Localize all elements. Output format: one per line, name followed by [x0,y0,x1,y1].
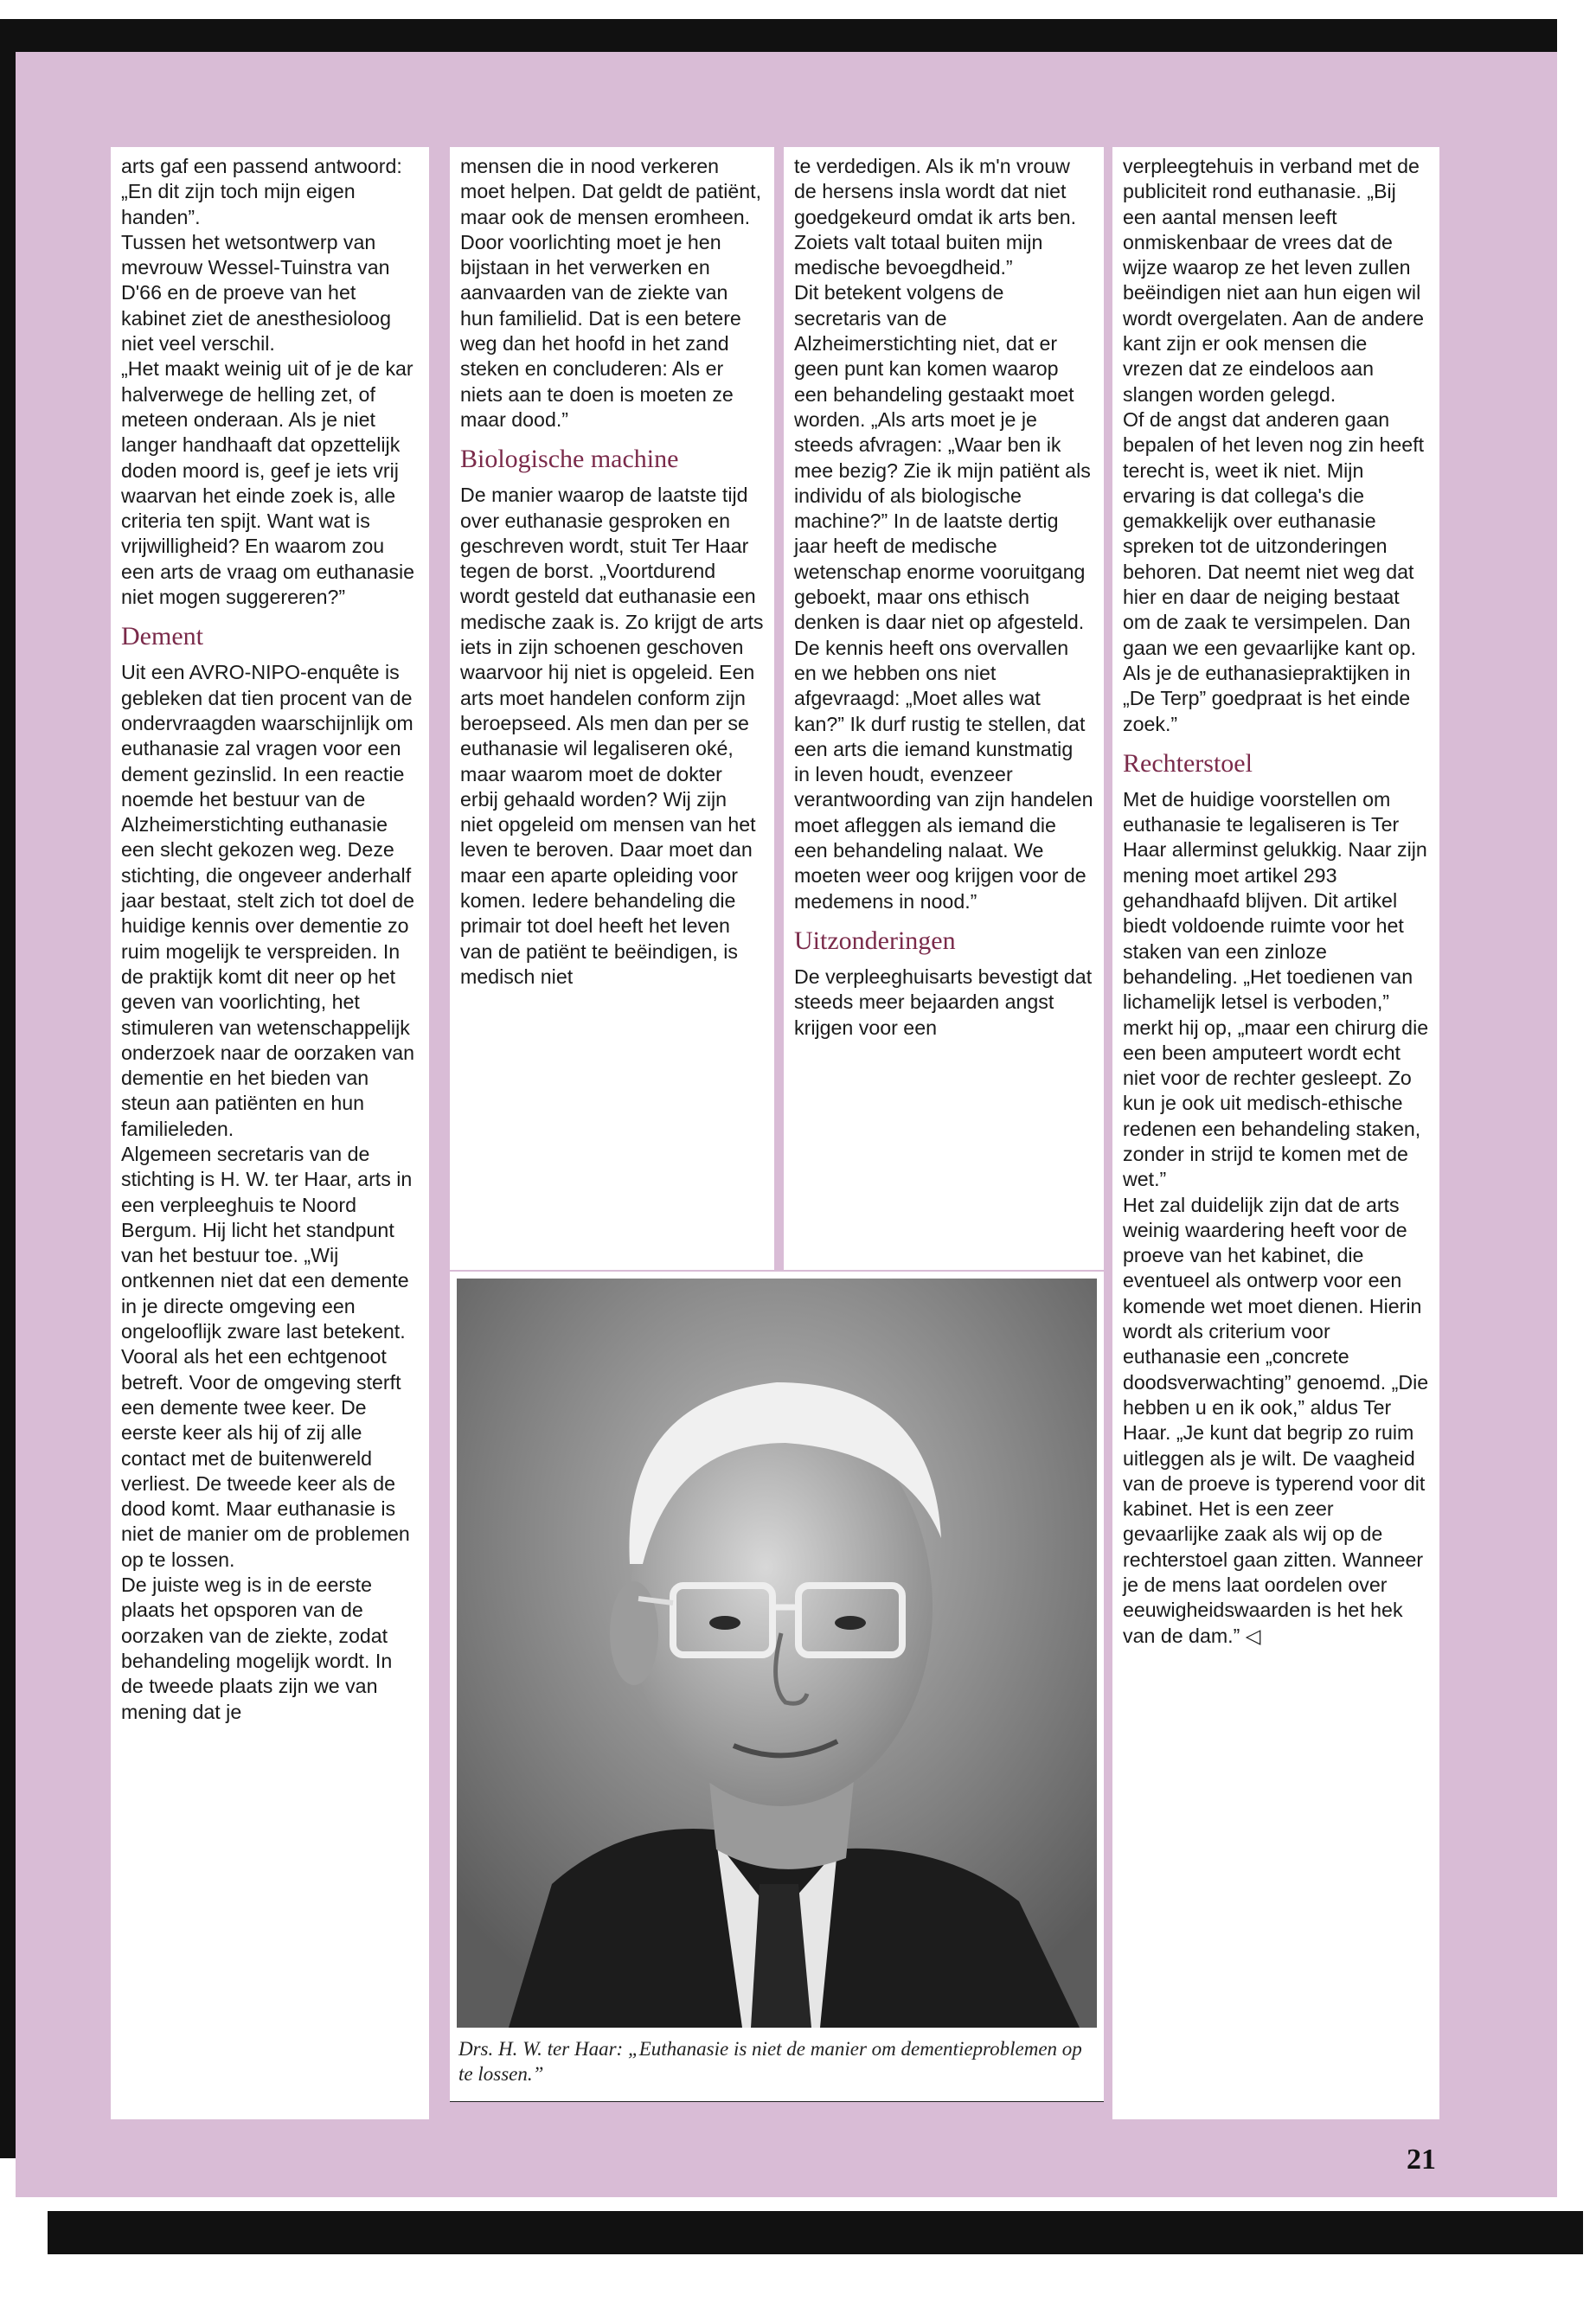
paragraph: arts gaf een passend antwoord: „En dit zijn toch mijn eigen handen”. [121,155,402,228]
section-heading-rechterstoel: Rechterstoel [1123,748,1253,778]
scan-border-bottom [48,2211,1583,2254]
paragraph: Uit een AVRO-NIPO-enquête is gebleken dat tien procent van de ondervraagden waarschijnlijk om euthanasie zal vragen voor een dement gezinslid. In een reactie noemde het bestuur van de Alzheimerstichting euthanasie een slecht gekozen weg. Deze stichting, die ongeveer anderhalf jaar bestaat, stelt zich tot doel de huidige kennis over dementie zo ruim mogelijk te verspreiden. In de praktijk komt dit neer op het geven van voorlichting, het stimuleren van wetenschappelijk onderzoek naar de oorzaken van dementie en het bieden van steun aan patiënten en hun familieleden. [121,661,415,1140]
paragraph: verpleegtehuis in verband met de publiciteit rond euthanasie. „Bij een aantal mensen leeft onmiskenbaar de vrees dat de wijze waarop ze het leven zullen beëindigen niet aan hun eigen wil wordt overgelaten. Aan de andere kant zijn er ook mensen die vrezen dat ze eindeloos aan slangen worden gelegd. [1123,155,1425,406]
portrait-illustration [457,1279,1097,2028]
page-number: 21 [1407,2144,1436,2176]
portrait-photo-frame [450,1272,1104,2033]
paragraph: mensen die in nood verkeren moet helpen. Dat geldt de patiënt, maar ook de mensen eromheen. Door voorlichting moet je hen bijstaan in het verwerken en aanvaarden van de ziekte van hun familielid. Dat is een betere weg dan het hoofd in het zand steken en concluderen: Als er niets aan te doen is moeten ze maar dood.” [460,155,762,431]
paragraph: Tussen het wetsontwerp van mevrouw Wessel-Tuinstra van D'66 en de proeve van het kabinet ziet de anesthesioloog niet veel verschil. [121,230,391,356]
paragraph: Dit betekent volgens de secretaris van de Alzheimerstichting niet, dat er geen punt kan komen waarop een behandeling gestaakt moet worden. „Als arts moet je je steeds afvragen: „Waar ben ik mee bezig? Zie ik mijn patiënt als individu of als biologische machine?” In de laatste dertig jaar heeft de medische wetenschap enorme vooruitgang geboekt, maar ons ethisch denken is daar niet op afgesteld. De kennis heeft ons overvallen en we hebben ons niet afgevraagd: „Moet alles wat kan?” Ik durf rustig te stellen, dat een arts die iemand kunstmatig in leven houdt, evenzeer verantwoording van zijn handelen moet afleggen als iemand die een behandeling nalaat. We moeten weer oog krijgen voor de medemens in nood.” [794,281,1093,913]
paragraph: De manier waarop de laatste tijd over euthanasie gesproken en geschreven wordt, stuit Ter Haar tegen de borst. „Voortdurend wordt gesteld dat euthanasie een medische zaak is. Zo krijgt de arts iets in zijn schoenen geschoven waarvoor hij niet is opgeleid. Een arts moet handelen conform zijn beroepseed. Als men dan per se euthanasie wil legaliseren oké, maar waarom moet de dokter erbij gehaald worden? Wij zijn niet opgeleid om mensen van het leven te beroven. Daar moet dan maar een aparte opleiding voor komen. Iedere behandeling die primair tot doel heeft het leven van de patiënt te beëindigen, is medisch niet [460,484,764,988]
text-column-1 [111,147,429,2119]
paragraph: De juiste weg is in de eerste plaats het opsporen van de oorzaken van de ziekte, zodat behandeling mogelijk wordt. In de tweede plaats zijn we van mening dat je [121,1574,393,1723]
paragraph: De verpleeghuisarts bevestigt dat steeds meer bejaarden angst krijgen voor een [794,965,1093,1039]
section-heading-uitzonderingen: Uitzonderingen [794,926,956,955]
text-column-2 [450,147,774,1270]
paragraph: „Het maakt weinig uit of je de kar halverwege de helling zet, of meteen onderaan. Als je niet langer handhaaft dat opzettelijk doden moord is, geef je iets vrij waarvan het einde zoek is, alle criteria ten spijt. Want wat is vrijwilligheid? En waarom zou een arts de vraag om euthanasie niet mogen suggereren?” [121,357,415,609]
portrait-photo [457,1279,1097,2028]
photo-caption: Drs. H. W. ter Haar: „Euthanasie is niet de manier om dementieproblemen op te lossen.” [450,2033,1104,2102]
paragraph: Met de huidige voorstellen om euthanasie te legaliseren is Ter Haar allerminst gelukkig. Naar zijn mening moet artikel 293 gehandhaafd blijven. Dit artikel biedt voldoende ruimte voor het staken van een zinloze behandeling. „Het toedienen van lichamelijk letsel is verboden,” merkt hij op, „maar een chirurg die een been amputeert wordt echt niet voor de rechter gesleept. Zo kun je ook uit medisch-ethische redenen een behandeling staken, zonder in strijd te komen met de wet.” [1123,787,1429,1191]
scan-border-left [0,48,16,2158]
paragraph: te verdedigen. Als ik m'n vrouw de hersens insla wordt dat niet goedgekeurd omdat ik arts ben. Zoiets valt totaal buiten mijn medische bevoegdheid.” [794,155,1077,279]
section-heading-dement: Dement [121,622,203,651]
text-column-3 [784,147,1104,1270]
paragraph: Het zal duidelijk zijn dat de arts weinig waardering heeft voor de proeve van het kabinet, die eventueel als ontwerp voor een komende wet moet dienen. Hierin wordt als criterium voor euthanasie een „concrete doodsverwachting” genoemd. „Die hebben u en ik ook,” aldus Ter Haar. „Je kunt dat begrip zo ruim uitleggen als je wilt. De vaagheid van de proeve is typerend voor dit kabinet. Het is een zeer gevaarlijke zaak als wij op de rechterstoel gaan zitten. Wanneer je de mens laat oordelen over eeuwigheidswaarden is het hek van de dam.” ◁ [1123,1193,1429,1647]
text-column-4 [1112,147,1439,2119]
paragraph: Of de angst dat anderen gaan bepalen of het leven nog zin heeft terecht is, weet ik niet. Mijn ervaring is dat collega's die gemakkelijk over euthanasie spreken tot de uitzonderingen behoren. Dat neemt niet weg dat hier en daar de neiging bestaat om de zaak te versimpelen. Dan gaan we een gevaarlijke kant op. Als je de euthanasiepraktijken in „De Terp” goedpraat is het einde zoek.” [1123,407,1425,735]
section-heading-biologische-machine: Biologische machine [460,445,679,474]
scan-border-top [0,19,1557,52]
paragraph: Algemeen secretaris van de stichting is H. W. ter Haar, arts in een verpleeghuis te Noord Bergum. Hij licht het standpunt van het bestuur toe. „Wij ontkennen niet dat een demente in je directe omgeving een ongelooflijk zware last betekent. Vooral als het een echtgenoot betreft. Voor de omgeving sterft een demente twee keer. De eerste keer als hij of zij alle contact met de buitenwereld verliest. De tweede keer als de dood komt. Maar euthanasie is niet de manier om de problemen op te lossen. [121,1142,413,1571]
